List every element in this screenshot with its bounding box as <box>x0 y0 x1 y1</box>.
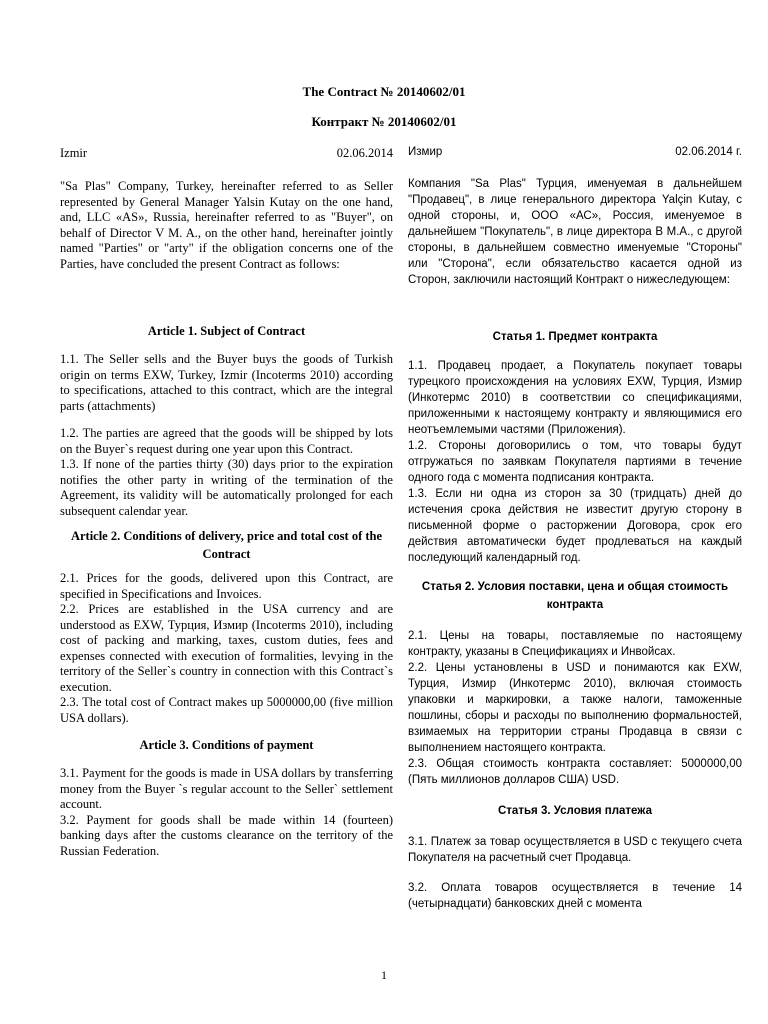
clause-3-1-ru: 3.1. Платеж за товар осуществляется в USD с текущего счета Покупателя на расчетный счет Продавца. <box>408 836 742 864</box>
clause-1-2-ru: 1.2. Стороны договорились о том, что товары будут отгружаться по заявкам Покупателя партиями в течение одного года с момента подписания контракта. <box>408 440 742 484</box>
clause-1-3-en: 1.3. If none of the parties thirty (30) days prior to the expiration notifies the other party in writing of the termination of the Agreement, its validity will be automatically prolonged for each subsequent calendar year. <box>60 457 393 518</box>
place-date-ru <box>408 146 742 158</box>
contract-title-en: The Contract № 20140602/01 <box>302 84 466 99</box>
clause-2-2-ru: 2.2. Цены установлены в USD и понимаются как EXW, Турция, Измир (Инкотермс 2010), включая стоимость упаковки и маркировки, а также налоги, таможенные пошлины, сборы и расходы по выполнению формальностей, взимаемых на территории страны Продавца в связи с выполнением настоящего контракта. <box>408 662 742 754</box>
contract-title-ru: Контракт № 20140602/01 <box>311 114 457 129</box>
clause-2-1-en: 2.1. Prices for the goods, delivered upon this Contract, are specified in Specifications and Invoices. <box>60 571 393 601</box>
clause-3-1-en: 3.1. Payment for the goods is made in USA dollars by transferring money from the Buyer `s regular account to the Seller` settlement account. <box>60 766 393 811</box>
clause-3-2-ru: 3.2. Оплата товаров осуществляется в течение 14 (четырнадцати) банковских дней с момента <box>408 882 742 910</box>
city-en: Izmir <box>60 146 88 160</box>
clause-1-3-ru: 1.3. Если ни одна из сторон за 30 (тридцать) дней до истечения срока действия не известит другую сторону в письменной форме о расторжении Договора, срок его действия автоматически будет продлеваться на каждый последующий календарный год. <box>408 488 742 564</box>
clause-2-3-ru: 2.3. Общая стоимость контракта составляет: 5000000,00 (Пять миллионов долларов США) USD. <box>408 758 742 786</box>
page-number: 1 <box>381 968 387 982</box>
article3-heading-ru: Статья 3. Условия платежа <box>498 805 652 817</box>
russian-column <box>408 146 742 912</box>
intro-en: "Sa Plas" Company, Turkey, hereinafter referred to as Seller represented by General Manager Yalsin Kutay on the one hand, and, LLC «AS», Russia, hereinafter referred to as "Buyer", on behalf of Director V M. A., on the other hand, hereinafter jointly named "Parties" or "arty" if the obligation concerns one of the Parties, have concluded the present Contract as follows: <box>60 179 393 271</box>
clause-1-1-en: 1.1. The Seller sells and the Buyer buys the goods of Turkish origin on terms EXW, Turkey, Izmir (Incoterms 2010) according to specifications, attached to this contract, which are the integral parts (attachments) <box>60 352 393 413</box>
clause-3-2-en: 3.2. Payment for goods shall be made within 14 (fourteen) banking days after the customs clearance on the territory of the Russian Federation. <box>60 812 393 858</box>
date-ru: 02.06.2014 г. <box>675 146 742 158</box>
clause-1-2-en: 1.2. The parties are agreed that the goods will be shipped by lots on the Buyer`s request during one year upon this Contract. <box>60 426 393 456</box>
article2-heading-en: Article 2. Conditions of delivery, price and total cost of the Contract <box>70 529 383 561</box>
clause-2-3-en: 2.3. The total cost of Contract makes up 5000000,00 (five million USA dollars). <box>60 695 393 725</box>
clause-2-1-ru: 2.1. Цены на товары, поставляемые по настоящему контракту, указаны в Спецификациях и Инвойсах. <box>408 630 742 658</box>
english-column <box>60 146 393 859</box>
article1-heading-ru: Статья 1. Предмет контракта <box>492 331 658 343</box>
city-ru: Измир <box>408 146 443 158</box>
article1-heading-en: Article 1. Subject of Contract <box>147 324 306 338</box>
date-en: 02.06.2014 <box>336 146 393 160</box>
clause-2-2-en: 2.2. Prices are established in the USA currency and are understood as EXW, Турция, Измир (Incoterms 2010), including cost of packing and marking, taxes, custom duties, fees and expenses connected with execution of formalities, levying in the territory of the Seller`s country in connection with this Contract`s execution. <box>60 602 393 694</box>
place-date-en <box>60 146 393 161</box>
article3-heading-en: Article 3. Conditions of payment <box>139 738 314 752</box>
clause-1-1-ru: 1.1. Продавец продает, а Покупатель покупает товары турецкого происхождения на условиях EXW, Турция, Измир (Инкотермс 2010) в соответствии со спецификациями, приложенными к настоящему контракту и являющимися его неотъемлемыми частями (Приложения). <box>408 360 742 436</box>
article2-heading-ru: Статья 2. Условия поставки, цена и общая стоимость контракта <box>421 581 729 611</box>
intro-ru: Компания "Sa Plas" Турция, именуемая в дальнейшем "Продавец", в лице генерального директора Yalçin Kutay, с одной стороны, и, ООО «АС», Россия, именуемое в дальнейшем "Покупатель", в лице директора В М.А., с другой стороны, в дальнейшем совместно именуемые "Стороны" или "Сторона", если обязательство касается одной из Сторон, заключили настоящий Контракт о нижеследующем: <box>408 178 742 286</box>
